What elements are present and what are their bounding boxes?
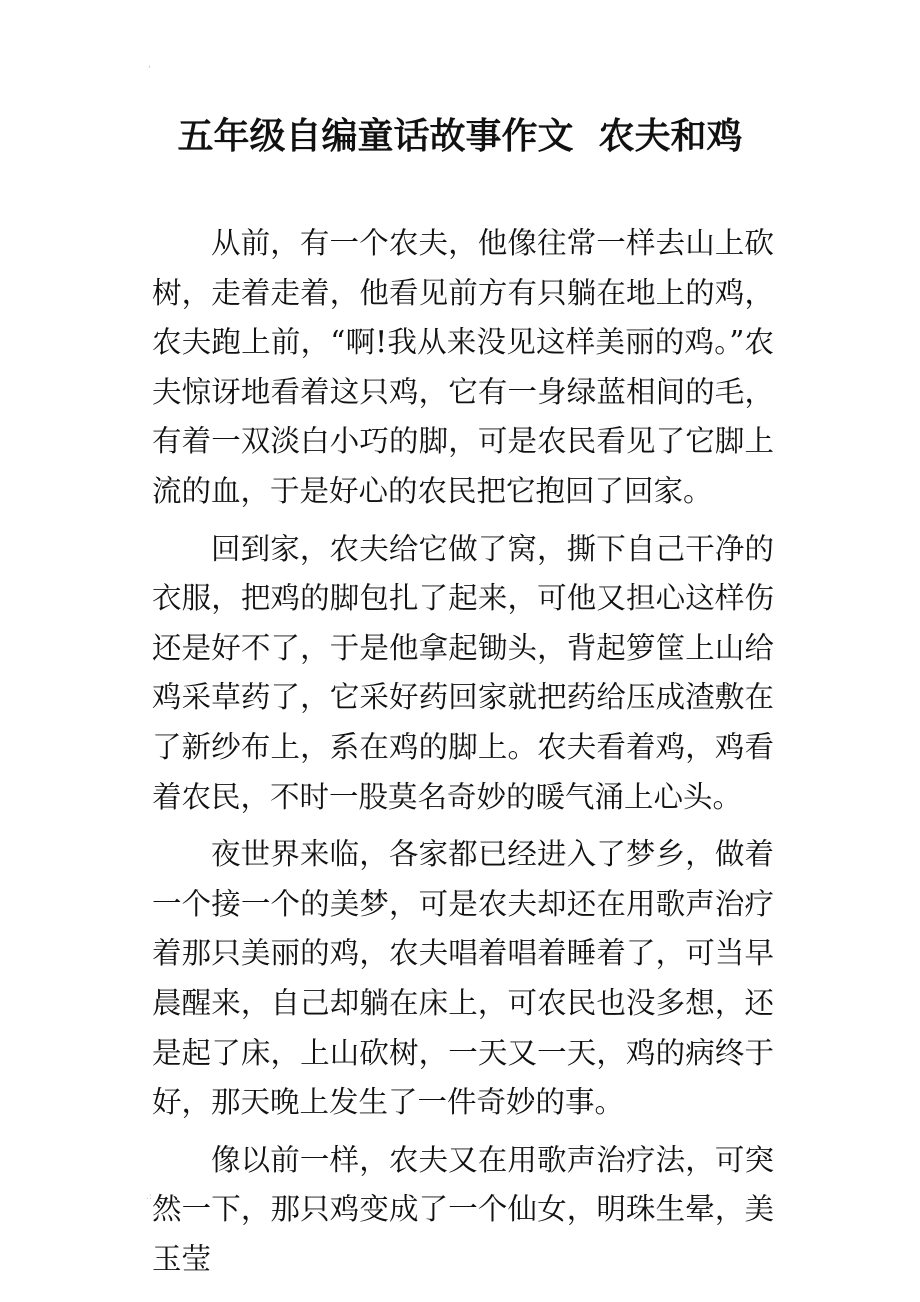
paragraph-1: 从前，有一个农夫，他像往常一样去山上砍树，走着走着，他看见前方有只躺在地上的鸡，农夫跑上前，“啊!我从来没见这样美丽的鸡。”农夫惊讶地看着这只鸡，它有一身绿蓝相间的毛，有着一双淡白小巧的脚，可是农民看见了它脚上流的血，于是好心的农民把它抱回了回家。: [152, 226, 774, 508]
paragraph-4: 像以前一样，农夫又在用歌声治疗法，可突然一下，那只鸡变成了一个仙女，明珠生晕，美玉莹: [152, 1142, 774, 1276]
paragraph-3: 夜世界来临，各家都已经进入了梦乡，做着一个接一个的美梦，可是农夫却还在用歌声治疗着那只美丽的鸡，农夫唱着唱着睡着了，可当早晨醒来，自己却躺在床上，可农民也没多想，还是起了床，上山砍树，一天又一天，鸡的病终于好，那天晚上发生了一件奇妙的事。: [152, 837, 774, 1120]
page-title: 五年级自编童话故事作文 农夫和鸡: [177, 116, 743, 157]
scan-speck-mark: ': [148, 65, 151, 75]
scan-speck-mark: .:: [146, 1192, 152, 1202]
article-body: [152, 219, 774, 1292]
paragraph-2: 回到家，农夫给它做了窝，撕下自己干净的衣服，把鸡的脚包扎了起来，可他又担心这样伤还是好不了，于是他拿起锄头，背起箩筐上山给鸡采草药了，它采好药回家就把药给压成渣敷在了新纱布上，系在鸡的脚上。农夫看着鸡，鸡看着农民，不时一股莫名奇妙的暖气涌上心头。: [152, 531, 774, 814]
